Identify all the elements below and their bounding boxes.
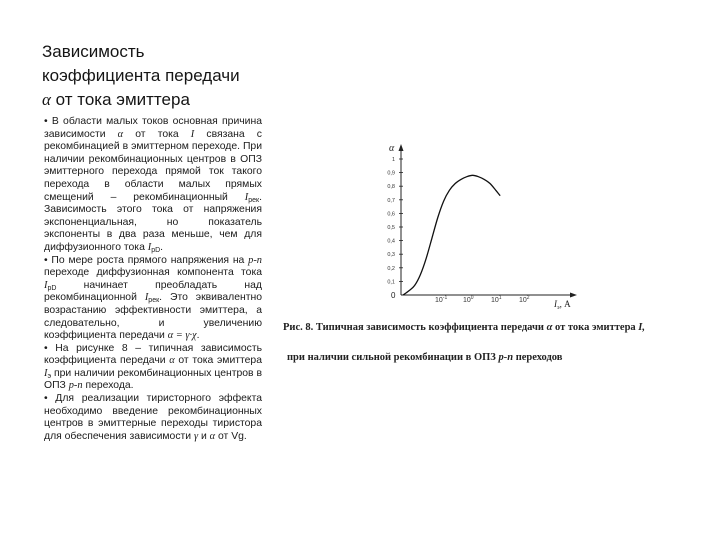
current-symbol: I xyxy=(244,191,249,203)
alpha-vs-current-chart xyxy=(360,135,585,315)
text: • В области малых токов основная причина зависимости xyxy=(44,116,262,140)
paragraph xyxy=(44,255,262,343)
text: при наличии рекомбинационных центров в ОПЗ xyxy=(44,367,262,392)
junction-symbol: p-n xyxy=(248,254,262,266)
body-text xyxy=(44,116,262,443)
y-tick-label: 0,9 xyxy=(387,170,395,177)
subscript: рек xyxy=(248,196,260,204)
y-axis-label: α xyxy=(389,143,395,154)
text: . xyxy=(196,330,200,342)
current-symbol: I, xyxy=(638,322,646,333)
text: • На рисунке 8 – типичная зависимость коэффициента передачи xyxy=(44,342,262,367)
y-tick-label: 0,2 xyxy=(387,265,395,272)
alpha-symbol: α xyxy=(42,90,51,109)
x-ticks xyxy=(435,295,530,304)
current-symbol: I xyxy=(147,241,152,253)
paragraph xyxy=(44,393,262,443)
subscript: pD xyxy=(47,284,57,292)
y-tick-label: 0,8 xyxy=(387,184,395,191)
x-axis-arrow xyxy=(570,293,577,298)
text: перехода. xyxy=(82,380,134,392)
slide-title xyxy=(42,40,282,112)
y-tick-label: 0,4 xyxy=(387,238,395,245)
junction-symbol: p-n xyxy=(498,352,514,363)
current-symbol: I xyxy=(44,279,48,291)
text: от тока эмиттера xyxy=(174,355,262,367)
y-tick-label: 0,3 xyxy=(387,252,395,259)
text: . xyxy=(160,241,164,253)
origin-label: 0 xyxy=(391,291,396,300)
text: переходе диффузионная компонента тока xyxy=(44,267,262,279)
alpha-symbol: α xyxy=(117,128,124,140)
x-axis-label-unit: , А xyxy=(559,299,571,309)
text: • По мере роста прямого напряжения на xyxy=(44,254,249,266)
text: • Для реализации тиристорного эффекта необходимо введение рекомбинационных центров в эмиттерные переходы тиристора для обеспечения зависимости xyxy=(44,393,262,442)
gamma-symbol: γ xyxy=(193,430,199,442)
title-text: от тока эмиттера xyxy=(50,90,190,109)
alpha-symbol: α xyxy=(546,322,553,333)
text: начинает преобладать над рекомбинационной xyxy=(44,279,262,304)
x-axis-label xyxy=(553,299,571,311)
caption-text: Рис. 8. Типичная зависимость коэффициента передачи xyxy=(283,322,547,333)
x-tick-label: $10^0$ xyxy=(463,295,474,304)
y-tick-label: 0,1 xyxy=(387,279,395,286)
subscript: э xyxy=(47,372,52,380)
y-tick-label: 0,5 xyxy=(387,225,395,231)
subscript: рек xyxy=(148,297,160,305)
formula: α = γ·χ xyxy=(167,330,197,342)
caption-text: от тока эмиттера xyxy=(552,322,639,333)
x-tick-label: $10^{-1}$ xyxy=(435,295,448,304)
figure-caption-line-1 xyxy=(283,322,663,333)
caption-text: при наличии сильной рекомбинации в ОПЗ xyxy=(287,352,499,363)
current-symbol: I xyxy=(190,128,195,140)
text: от Vg. xyxy=(215,430,247,442)
figure-caption-line-2 xyxy=(287,352,667,363)
paragraph xyxy=(44,343,262,393)
alpha-curve xyxy=(403,175,500,295)
text: . Это эквивалентно возрастанию эффективности эмиттера, а следовательно, и увеличению коэффициента передачи xyxy=(44,292,262,342)
x-axis-label-main: I xyxy=(554,299,557,309)
text: и xyxy=(198,430,210,442)
current-symbol: I xyxy=(144,292,149,304)
title-line: Зависимость xyxy=(42,42,145,61)
current-symbol: I xyxy=(44,367,48,379)
paragraph xyxy=(44,116,262,255)
text: . Зависимость этого тока от напряжения экспоненциальная, но показатель экспоненты в два раза меньше, чем для диффузионного тока xyxy=(44,191,262,253)
title-line: коэффициента передачи xyxy=(42,66,240,85)
y-tick-label: 1 xyxy=(391,157,395,163)
subscript: pD xyxy=(151,246,161,254)
text: связана с рекомбинацией в эмиттерном переходе. При наличии рекомбинационных центров в ОПЗ эмиттерного перехода прямой ток такого перехода в области малых прямых смещений – рекомбинационный xyxy=(44,128,262,203)
x-tick-label: $10^1$ xyxy=(491,295,502,304)
y-axis-arrow xyxy=(399,144,404,151)
alpha-symbol: α xyxy=(209,430,216,442)
alpha-symbol: α xyxy=(169,355,175,367)
y-tick-label: 0,6 xyxy=(387,211,395,218)
x-tick-label: $10^2$ xyxy=(519,295,530,304)
title-line xyxy=(42,88,282,112)
text: от тока xyxy=(123,128,191,140)
y-tick-label: 0,7 xyxy=(387,197,395,204)
x-axis-label-sub: э xyxy=(557,305,560,311)
caption-text: переходов xyxy=(513,352,563,363)
junction-symbol: p-n xyxy=(68,380,83,392)
